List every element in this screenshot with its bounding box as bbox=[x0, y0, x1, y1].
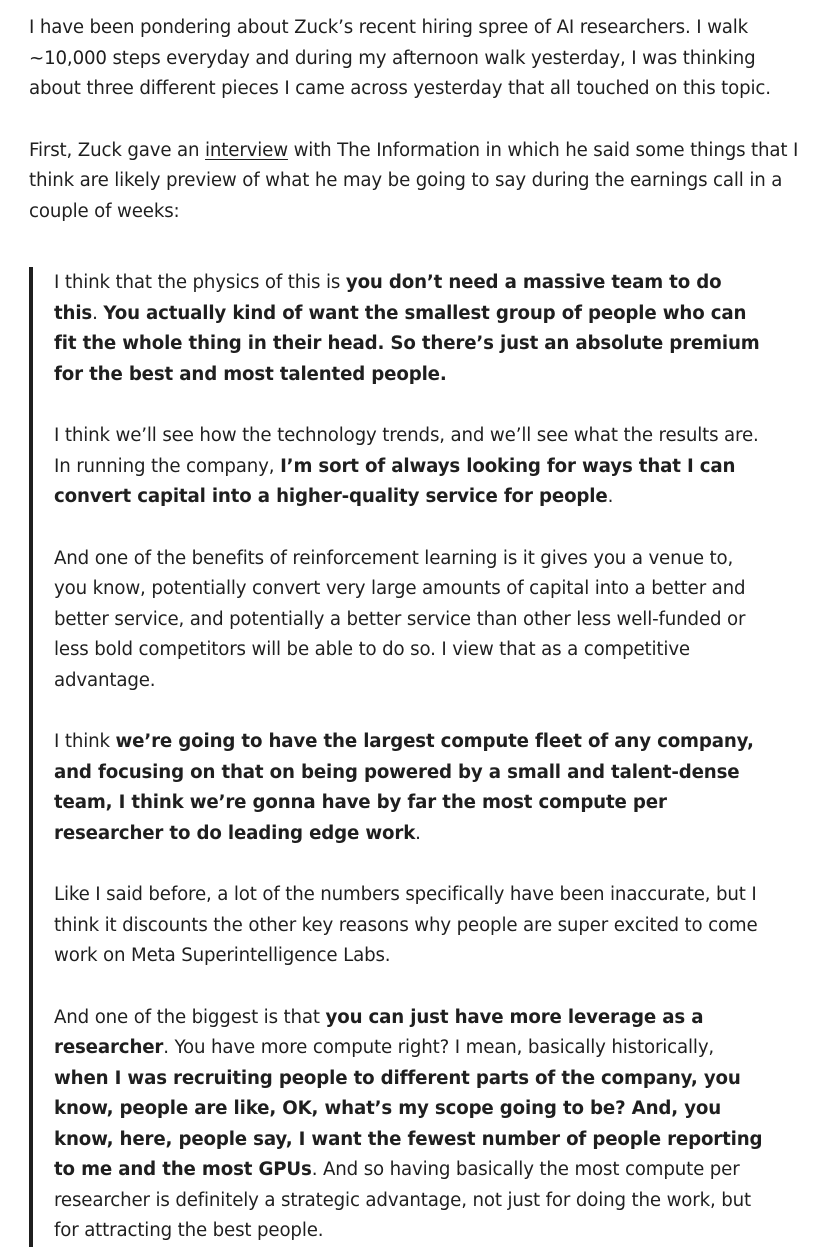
intro-text-1: I have been pondering about Zuck’s recent hiring spree of AI researchers. I walk ~10,000 steps everyday and during my afternoon walk yesterday, I was thinking about three different pieces I came across yesterday that all touched on this topic. bbox=[29, 17, 771, 99]
quote-bold-text: we’re going to have the largest compute fleet of any company, and focusing on that on being powered by a small and talent-dense team, I think we’re gonna have by far the most compute per researcher to do leading edge work bbox=[54, 731, 754, 844]
quote-text: I think bbox=[54, 731, 116, 752]
quote-text: Like I said before, a lot of the numbers specifically have been inaccurate, but I think it discounts the other key reasons why people are super excited to come work on Meta Superintelligence Labs. bbox=[54, 884, 758, 966]
quote-bold-text: You actually kind of want the smallest group of people who can fit the whole thing in their head. So there’s just an absolute premium for the best and most talented people. bbox=[54, 302, 760, 385]
quote-paragraph-4 bbox=[54, 727, 764, 849]
quote-text: I think that the physics of this is bbox=[54, 272, 346, 293]
quote-bold-text: you can just have more leverage as a researcher bbox=[54, 1006, 704, 1058]
intro-paragraph-2 bbox=[29, 136, 804, 228]
intro-text-2a: First, Zuck gave an bbox=[29, 139, 206, 161]
quote-text: I think we’ll see how the technology trends, and we’ll see what the results are. In running the company, bbox=[54, 425, 759, 477]
quote-paragraph-2 bbox=[54, 421, 764, 513]
quote-bold-text: I’m sort of always looking for ways that I can convert capital into a higher-quality service for people bbox=[54, 455, 736, 507]
quote-text: . bbox=[92, 302, 104, 324]
quote-paragraph-1 bbox=[54, 268, 764, 390]
quote-bold-text: you don’t need a massive team to do this bbox=[54, 272, 722, 324]
quote-paragraph-6 bbox=[54, 1003, 764, 1247]
blockquote bbox=[29, 267, 764, 1247]
intro-paragraph-1 bbox=[29, 13, 804, 105]
interview-link[interactable]: interview bbox=[205, 139, 288, 161]
quote-text: And one of the benefits of reinforcement learning is it gives you a venue to, you know, potentially convert very large amounts of capital into a better and better service, and potentially a better service than other less well-funded or less bold competitors will be able to do so. I view that as a competitive advantage. bbox=[54, 547, 746, 691]
quote-text: And one of the biggest is that bbox=[54, 1006, 326, 1028]
quote-paragraph-3 bbox=[54, 544, 764, 697]
quote-text: . And so having basically the most compute per researcher is definitely a strategic advantage, not just for doing the work, but for attracting the best people. bbox=[54, 1159, 751, 1241]
quote-text: . bbox=[607, 486, 614, 507]
quote-text: . You have more compute right? I mean, basically historically, bbox=[163, 1037, 715, 1058]
quote-bold-text: when I was recruiting people to different parts of the company, you know, people are like, OK, what’s my scope going to be? And, you know, here, people say, I want the fewest number of people reporting to me and the most GPUs bbox=[54, 1067, 763, 1180]
quote-paragraph-5 bbox=[54, 880, 764, 972]
intro-text-2b: with The Information in which he said some things that I think are likely preview of what he may be going to say during the earnings call in a couple of weeks: bbox=[29, 139, 799, 222]
quote-text: . bbox=[415, 822, 421, 844]
